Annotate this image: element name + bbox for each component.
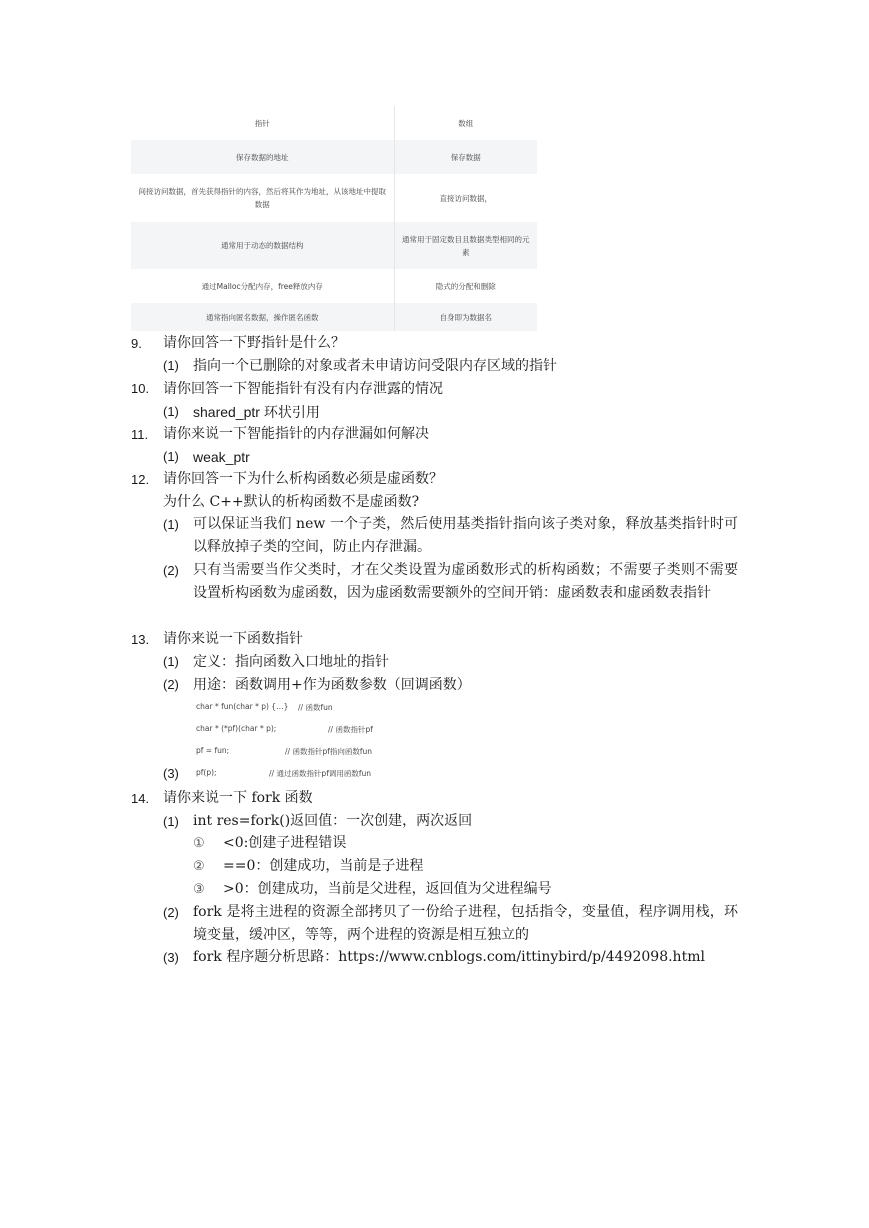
answer-label: (1) [163,517,179,532]
table-cell: 保存数据 [394,140,537,174]
answer-label: (1) [163,814,179,829]
question-text-2: 为什么 C++默认的析构函数不是虚函数? [163,494,420,510]
circled-number-3: ③ [193,882,205,897]
table-cell: 自身即为数据名 [394,303,537,331]
item-number: 11. [131,427,149,442]
answer-text: 用途：函数调用+作为函数参数（回调函数） [193,677,471,693]
table-cell: 通常用于动态的数据结构 [131,222,394,269]
table-header-cell: 指针 [131,106,394,140]
answer-text: 定义：指向函数入口地址的指针 [193,654,389,670]
circled-number-1: ① [193,836,205,851]
code-comment: // 函数fun [298,703,333,712]
table-cell: 通常指向匿名数据，操作匿名函数 [131,303,394,331]
item-number: 12. [131,472,150,487]
answer-label: (3) [163,766,179,781]
item-number: 10. [131,381,150,396]
table-cell: 保存数据的地址 [131,140,394,174]
table-cell: 通过Malloc分配内存，free释放内存 [131,269,394,303]
code-comment: // 通过函数指针pf调用函数fun [269,769,371,778]
answer-label: (1) [163,654,179,669]
answer-label: (3) [163,950,179,965]
table-cell: 间接访问数据，首先获得指针的内容，然后将其作为地址，从该地址中提取数据 [131,174,394,222]
answer-text: fork 程序题分析思路：https://www.cnblogs.com/ittinybird/p/4492098.html [193,949,705,965]
table-row [131,174,537,222]
code-text: char * fun(char * p) {…} [196,702,289,711]
answer-text: 只有当需要当作父类时，才在父类设置为虚函数形式的析构函数；不需要子类则不需要设置析构函数为虚函数，因为虚函数需要额外的空间开销：虚函数表和虚函数表指针 [193,562,738,601]
return-value-text: ==0：创建成功，当前是子进程 [223,858,424,874]
answer-label: (2) [163,905,179,920]
item-number: 13. [131,632,150,647]
question-text: 请你来说一下函数指针 [163,631,303,647]
answer-text: 指向一个已删除的对象或者未申请访问受限内存区域的指针 [193,358,557,374]
table-row [131,222,537,269]
answer-text: int res=fork()返回值：一次创建，两次返回 [193,813,473,829]
table-header-row [131,106,537,140]
table-header-cell: 数组 [458,118,474,128]
pointer-array-comparison-table [131,106,537,331]
question-text: 请你回答一下智能指针有没有内存泄露的情况 [163,381,443,397]
table-row [131,303,537,331]
answer-label: (1) [163,449,179,464]
item-number: 9. [131,336,142,351]
question-text: 请你回答一下为什么析构函数必须是虚函数？ [163,471,443,487]
return-value-text: >0：创建成功，当前是父进程，返回值为父进程编号 [223,881,552,897]
code-comment: // 函数指针pf指向函数fun [285,747,372,756]
question-text: 请你来说一下 fork 函数 [163,790,313,806]
answer-text: shared_ptr 环状引用 [193,404,320,420]
code-text: char * (*pf)(char * p); [196,724,277,733]
answer-text: 可以保证当我们 new 一个子类，然后使用基类指针指向该子类对象，释放基类指针时可以释放掉子类的空间，防止内存泄漏。 [193,516,738,555]
answer-label: (1) [163,404,179,419]
table-row [131,269,537,303]
return-value-text: <0:创建子进程错误 [223,835,347,851]
code-text: pf(p); [196,768,217,777]
answer-text: weak_ptr [193,449,250,465]
item-number: 14. [131,791,150,806]
answer-text: fork 是将主进程的资源全部拷贝了一份给子进程，包括指令，变量值，程序调用栈，环境变量，缓冲区，等等，两个进程的资源是相互独立的 [193,904,738,943]
table-cell: 隐式的分配和删除 [435,281,496,291]
answer-label: (1) [163,358,179,373]
table-row [131,140,537,174]
code-comment: // 函数指针pf [328,725,373,734]
table-cell: 直接访问数据， [439,193,492,203]
answer-label: (2) [163,563,179,578]
answer-label: (2) [163,677,179,692]
code-text: pf = fun; [196,746,230,755]
table-cell: 通常用于固定数目且数据类型相同的元素 [394,222,537,269]
circled-number-2: ② [193,859,205,874]
question-text: 请你回答一下野指针是什么？ [163,335,345,351]
question-text: 请你来说一下智能指针的内存泄漏如何解决 [163,426,429,442]
